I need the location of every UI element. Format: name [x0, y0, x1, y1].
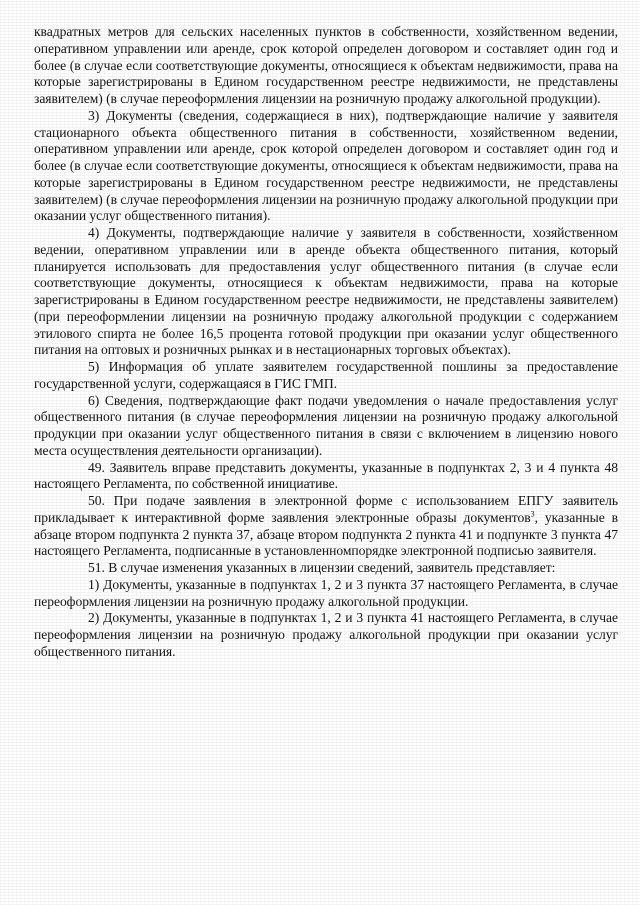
- clause-50-text-before: 50. При подаче заявления в электронной форме с использованием ЕПГУ заявитель прикладывает к интерактивной форме заявления электронные образы документов: [34, 493, 618, 525]
- paragraph-clause-51-item-1: 1) Документы, указанные в подпунктах 1, 2 и 3 пункта 37 настоящего Регламента, в случае переоформления лицензии на розничную продажу алкогольной продукции.: [34, 576, 618, 609]
- paragraph-item-4: 4) Документы, подтверждающие наличие у заявителя в собственности, хозяйственном ведении, оперативном управлении или в аренде объекта общественного питания, который планируется использовать для предоставления услуг общественного питания (в случае если соответствующие документы, относящиеся к объектам недвижимости, права на которые зарегистрированы в Едином государственном реестре недвижимости, не представлены заявителем) (при переоформлении лицензии на розничную продажу алкогольной продукции с содержанием этилового спирта не более 16,5 процента готовой продукции при оказании услуг общественного питания на оптовых и розничных рынках и в нестационарных торговых объектах).: [34, 225, 618, 358]
- paragraph-item-3: 3) Документы (сведения, содержащиеся в них), подтверждающие наличие у заявителя стационарного объекта общественного питания в собственности, хозяйственном ведении, оперативном управлении или аренде, срок которой определен договором и составляет один год и более (в случае если соответствующие документы, относящиеся к объектам недвижимости, права на которые зарегистрированы в Едином государственном реестре недвижимости, не представлены заявителем) (в случае переоформления лицензии на розничную продажу алкогольной продукции при оказании услуг общественного питания).: [34, 107, 618, 224]
- paragraph-continuation: квадратных метров для сельских населенных пунктов в собственности, хозяйственном ведении, оперативном управлении или аренде, срок которой определен договором и составляет один год и более (в случае если соответствующие документы, относящиеся к объектам недвижимости, права на которые зарегистрированы в Едином государственном реестре недвижимости, не представлены заявителем) (в случае переоформления лицензии на розничную продажу алкогольной продукции).: [34, 24, 618, 106]
- paragraph-item-5: 5) Информация об уплате заявителем государственной пошлины за предоставление государственной услуги, содержащаяся в ГИС ГМП.: [34, 359, 618, 391]
- paragraph-clause-51-item-2: 2) Документы, указанные в подпунктах 1, 2 и 3 пункта 41 настоящего Регламента, в случае переоформления лицензии на розничную продажу алкогольной продукции при оказании услуг общественного питания.: [34, 610, 618, 659]
- paragraph-item-6: 6) Сведения, подтверждающие факт подачи уведомления о начале предоставления услуг общественного питания (в случае переоформления лицензии на розничную продажу алкогольной продукции при оказании услуг общественного питания в связи с включением в лицензию нового места осуществления деятельности организации).: [34, 392, 618, 458]
- paragraph-clause-51: 51. В случае изменения указанных в лицензии сведений, заявитель представляет:: [88, 560, 556, 575]
- paragraph-clause-50: [34, 493, 618, 560]
- paragraph-clause-49: 49. Заявитель вправе представить документы, указанные в подпунктах 2, 3 и 4 пункта 48 настоящего Регламента, по собственной инициативе.: [34, 459, 618, 492]
- footnote-marker: 3: [530, 509, 535, 519]
- clause-50-text-after: , указанные в абзаце втором подпункта 2 пункта 37, абзаце втором подпункта 2 пункта 41 и подпункте 3 пункта 47 настоящего Регламента, подписанные в установленномпорядке электронной подписью заявителя.: [34, 509, 618, 559]
